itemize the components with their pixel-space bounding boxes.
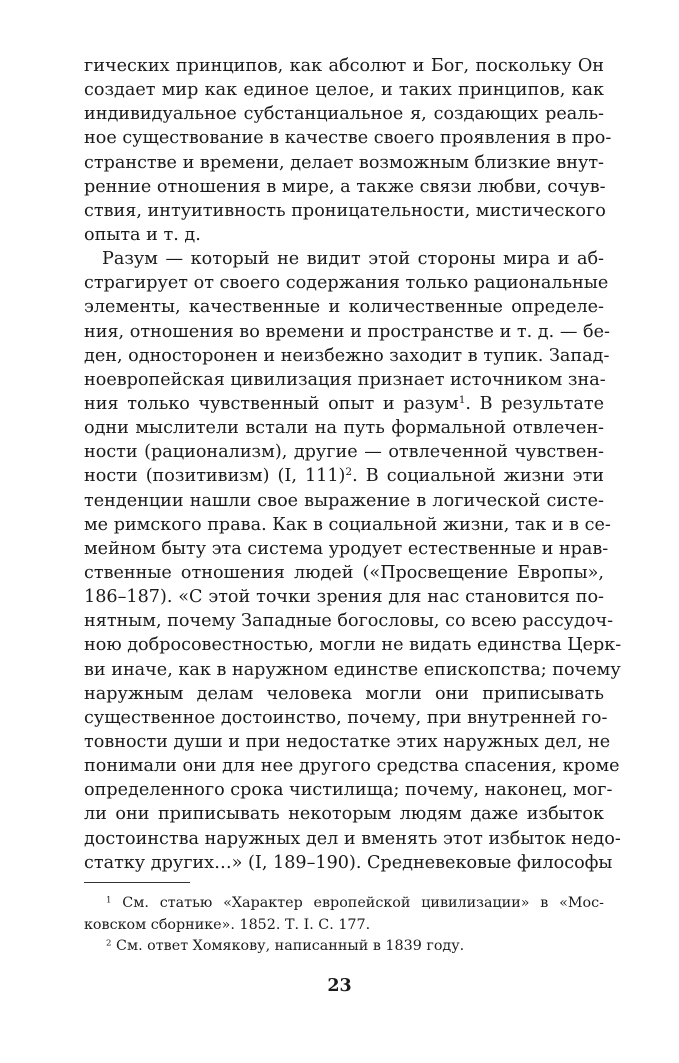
text-line: мейном быту эта система уродует естественные и нрав- <box>84 538 609 559</box>
footnote-2-text: См. ответ Хомякову, написанный в 1839 году. <box>116 938 465 955</box>
footnote-2 <box>84 936 604 958</box>
line-tail: . В результате <box>465 393 605 414</box>
text-line: наружным делам человека могли они приписывать <box>84 683 604 704</box>
text-line: ноевропейская цивилизация признает источником зна- <box>84 369 606 390</box>
text-line: одни мыслители встали на путь формальной отвлечен- <box>84 418 604 439</box>
footnote-number-2: 2 <box>106 938 112 949</box>
text-line: ли они приписывать некоторым людям даже избыток <box>84 804 604 825</box>
text-line: ности (рационализм), другие — отвлеченной чувствен- <box>84 442 604 463</box>
text-line: ме римского права. Как в социальной жизни, так и в се- <box>84 514 611 535</box>
text-line: индивидуальное субстанциальное я, создающих реаль- <box>84 104 604 125</box>
text-line: опыта и т. д. <box>84 224 201 245</box>
text-line: товности души и при недостатке этих наружных дел, не <box>84 731 611 752</box>
text-line: создает мир как единое целое, и таких принципов, как <box>84 80 604 101</box>
text-line: ствия, интуитивность проницательности, мистического <box>84 200 606 221</box>
footnote-1-continuation: ковском сборнике». 1852. Т. I. С. 177. <box>84 916 371 933</box>
footnote-1-text: См. статью «Характер европейской цивилизации» в «Мос- <box>122 895 604 911</box>
text-line: статку других…» (I, 189–190). Средневековые философы <box>84 852 613 873</box>
text-line: достоинства наружных дел и вменять этот избыток недо- <box>84 828 621 849</box>
text-line: ден, односторонен и неизбежно заходит в тупик. Запад- <box>84 345 610 366</box>
text-line: 186–187). «С этой точки зрения для нас становится по- <box>84 587 604 608</box>
footnote-mark-1: 1 <box>458 394 466 407</box>
text-line-with-footnote-2 <box>84 464 604 488</box>
footnote-1 <box>84 893 604 915</box>
text-line: ственные отношения людей («Просвещение Европы», <box>84 562 604 583</box>
text-line: ренние отношения в мире, а также связи любви, сочув- <box>84 176 606 197</box>
text-line: ною добросовестностью, могли не видать единства Церк- <box>84 635 622 656</box>
footnote-mark-2: 2 <box>345 466 353 479</box>
text-line: гических принципов, как абсолют и Бог, поскольку Он <box>84 56 604 76</box>
text-line: странстве и времени, делает возможным близкие внут- <box>84 152 604 173</box>
text-line: нятным, почему Западные богословы, со всею рассудоч- <box>84 611 614 632</box>
footnote-divider <box>84 882 190 883</box>
text-line: существенное достоинство, почему, при внутренней го- <box>84 707 608 728</box>
text-line: понимали они для нее другого средства спасения, кроме <box>84 756 620 777</box>
line-tail: . В социальной жизни эти <box>352 466 604 487</box>
text-line: тенденции нашли свое выражение в логической систе- <box>84 490 604 511</box>
main-text <box>84 54 622 875</box>
text-line-with-footnote-1 <box>84 392 604 416</box>
footnote-number-1: 1 <box>106 895 112 906</box>
text-line: определенного срока чистилища; почему, наконец, мог- <box>84 780 613 801</box>
text-line: страгирует от своего содержания только рациональные <box>84 273 609 294</box>
footnotes <box>84 893 604 958</box>
text-line: элементы, качественные и количественные определе- <box>84 297 604 318</box>
text-line: ния, отношения во времени и пространстве и т. д. — бе- <box>84 321 610 342</box>
line-head: ния только чувственный опыт и разум <box>84 393 459 414</box>
text-line: ное существование в качестве своего проявления в про- <box>84 128 612 149</box>
page-number: 23 <box>327 976 352 996</box>
paragraph-start-line: Разум — который не видит этой стороны мира и аб- <box>102 249 604 270</box>
line-head: ности (позитивизм) (I, 111) <box>84 466 346 487</box>
text-line: ви иначе, как в наружном единстве епископства; почему <box>84 659 621 680</box>
